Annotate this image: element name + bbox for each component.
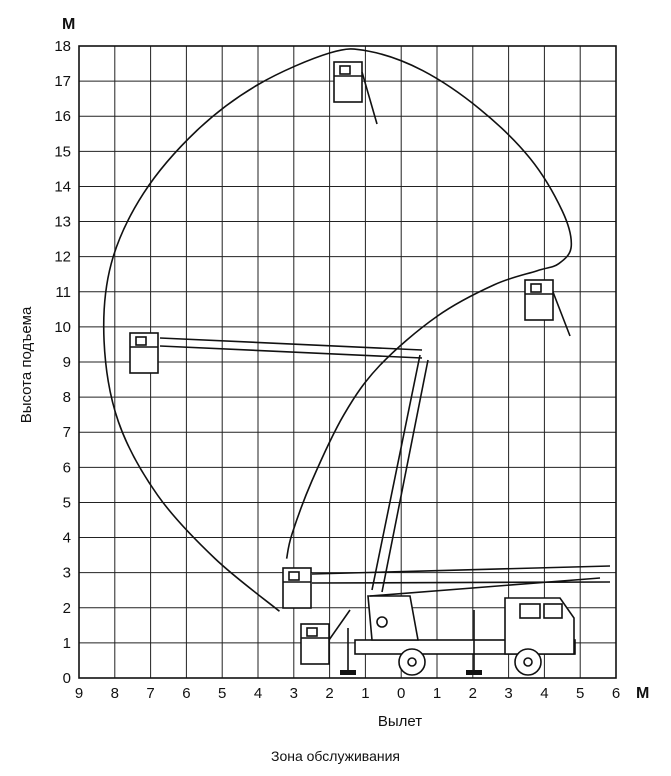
aerial-platform-truck (130, 62, 610, 675)
x-tick-label: 2 (325, 685, 334, 702)
x-tick-label: 5 (218, 685, 227, 702)
y-tick-label: 17 (54, 73, 71, 91)
basket-ground (301, 624, 329, 664)
y-tick-label: 3 (62, 564, 71, 582)
truck-wheel (515, 649, 541, 675)
basket-arm (553, 292, 570, 336)
x-tick-label: 4 (253, 685, 263, 702)
x-tick-label: 7 (146, 685, 155, 702)
y-tick-label: 7 (62, 424, 71, 442)
boom-stowed (370, 578, 600, 596)
y-tick-label: 0 (62, 670, 71, 687)
basket-low-left (283, 568, 311, 608)
basket-far-left (130, 333, 158, 373)
working-envelope-curve (104, 49, 572, 611)
boom-lower-section (382, 360, 428, 592)
y-tick-label: 8 (62, 389, 71, 407)
y-tick-label: 16 (54, 108, 71, 126)
basket-top (334, 62, 362, 102)
y-axis-label: Высота подъема (18, 306, 35, 424)
y-tick-label: 2 (62, 599, 71, 617)
y-tick-label: 18 (54, 38, 71, 55)
y-tick-label: 14 (54, 178, 71, 196)
x-tick-label: 0 (397, 685, 406, 702)
y-unit-label: М (62, 16, 76, 33)
x-tick-label: 3 (504, 685, 513, 702)
x-tick-label: 8 (110, 685, 119, 702)
x-tick-label: 1 (361, 685, 370, 702)
x-tick-label: 6 (182, 685, 191, 702)
y-tick-label: 12 (54, 248, 71, 266)
outrigger-pad (466, 670, 482, 675)
y-tick-label: 5 (62, 494, 71, 512)
x-tick-label: 6 (611, 685, 621, 702)
x-tick-label: 1 (432, 685, 442, 702)
y-tick-label: 4 (62, 529, 71, 547)
x-tick-label: 9 (74, 685, 84, 702)
y-tick-label: 1 (62, 634, 71, 652)
boom-lower-section (372, 355, 420, 590)
y-tick-label: 11 (55, 283, 71, 301)
x-tick-label: 3 (289, 685, 298, 702)
y-tick-label: 15 (54, 143, 71, 161)
y-tick-label: 13 (54, 213, 71, 231)
x-tick-label: 2 (468, 685, 477, 702)
basket-arm (329, 610, 350, 640)
y-tick-label: 10 (54, 318, 71, 336)
y-tick-label: 6 (62, 459, 71, 477)
x-axis-label: Вылет (377, 713, 423, 730)
x-unit-label: М (636, 685, 650, 702)
y-tick-label: 9 (62, 354, 71, 371)
turret (368, 596, 418, 640)
x-tick-label: 4 (540, 685, 549, 702)
outrigger-pad (340, 670, 356, 675)
basket-right (525, 280, 553, 320)
truck-wheel (399, 649, 425, 675)
diagram-caption: Зона обслуживания (270, 748, 400, 764)
boom-stowed (312, 582, 610, 583)
x-tick-label: 5 (576, 685, 585, 702)
